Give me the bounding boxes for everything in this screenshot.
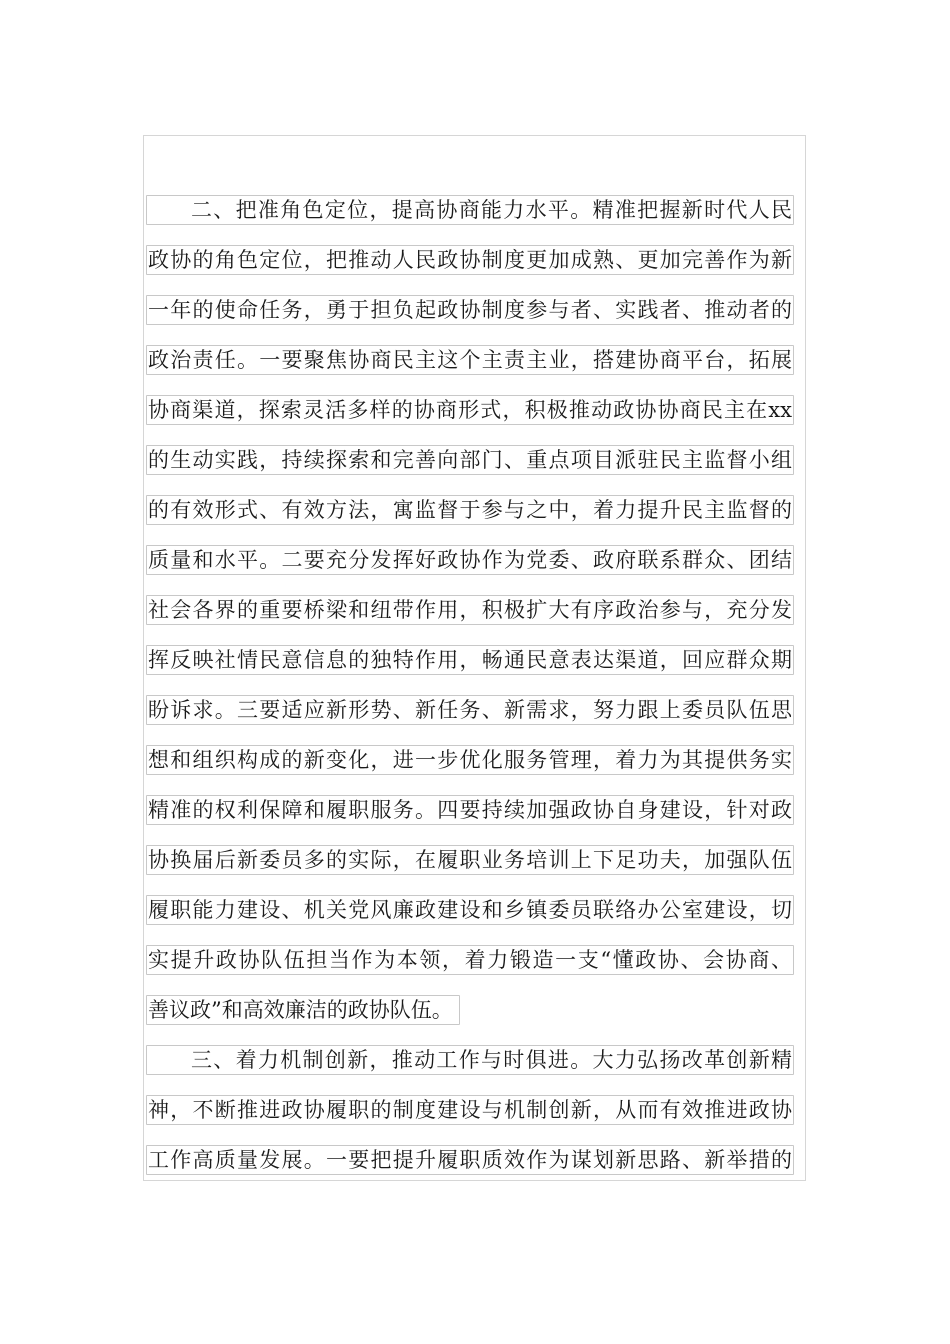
- paragraph-line: [146, 293, 794, 343]
- paragraph-line: [146, 943, 794, 993]
- paragraph-line: [146, 343, 794, 393]
- paragraph-line: [146, 393, 794, 443]
- line-text: 政协的角色定位，把推动人民政协制度更加成熟、更加完善作为新: [146, 245, 794, 275]
- paragraph-line: [146, 743, 794, 793]
- line-text: 工作高质量发展。一要把提升履职质效作为谋划新思路、新举措的: [146, 1145, 794, 1175]
- paragraph-line: [146, 543, 794, 593]
- line-text: 挥反映社情民意信息的独特作用，畅通民意表达渠道，回应群众期: [146, 645, 794, 675]
- line-text: 一年的使命任务，勇于担负起政协制度参与者、实践者、推动者的: [146, 295, 794, 325]
- paragraph-line: [146, 993, 794, 1043]
- line-text: 善议政”和高效廉洁的政协队伍。: [146, 995, 460, 1025]
- line-text: 的生动实践，持续探索和完善向部门、重点项目派驻民主监督小组: [146, 445, 794, 475]
- line-text: 协换届后新委员多的实际，在履职业务培训上下足功夫，加强队伍: [146, 845, 794, 875]
- paragraph-line: [146, 893, 794, 943]
- line-text: 想和组织构成的新变化，进一步优化服务管理，着力为其提供务实: [146, 745, 794, 775]
- paragraph-line: [146, 493, 794, 543]
- line-text: 二、把准角色定位，提高协商能力水平。精准把握新时代人民: [146, 195, 794, 225]
- paragraph-line: [146, 193, 794, 243]
- paragraph-line: [146, 593, 794, 643]
- line-text: 三、着力机制创新，推动工作与时俱进。大力弘扬改革创新精: [146, 1045, 794, 1075]
- line-text: 履职能力建设、机关党风廉政建设和乡镇委员联络办公室建设，切: [146, 895, 794, 925]
- line-text: 协商渠道，探索灵活多样的协商形式，积极推动政协协商民主在xx: [146, 395, 794, 425]
- paragraph-line: [146, 793, 794, 843]
- line-text: 质量和水平。二要充分发挥好政协作为党委、政府联系群众、团结: [146, 545, 794, 575]
- paragraph-line: [146, 1043, 794, 1093]
- document-body: [146, 193, 794, 1193]
- paragraph-line: [146, 843, 794, 893]
- line-text: 神，不断推进政协履职的制度建设与机制创新，从而有效推进政协: [146, 1095, 794, 1125]
- paragraph-line: [146, 693, 794, 743]
- paragraph-line: [146, 1093, 794, 1143]
- paragraph-line: [146, 443, 794, 493]
- line-text: 的有效形式、有效方法，寓监督于参与之中，着力提升民主监督的: [146, 495, 794, 525]
- line-text: 实提升政协队伍担当作为本领，着力锻造一支“懂政协、会协商、: [146, 945, 794, 975]
- line-text: 盼诉求。三要适应新形势、新任务、新需求，努力跟上委员队伍思: [146, 695, 794, 725]
- paragraph-line: [146, 243, 794, 293]
- paragraph-line: [146, 643, 794, 693]
- line-text: 政治责任。一要聚焦协商民主这个主责主业，搭建协商平台，拓展: [146, 345, 794, 375]
- line-text: 社会各界的重要桥梁和纽带作用，积极扩大有序政治参与，充分发: [146, 595, 794, 625]
- paragraph-line: [146, 1143, 794, 1193]
- line-text: 精准的权利保障和履职服务。四要持续加强政协自身建设，针对政: [146, 795, 794, 825]
